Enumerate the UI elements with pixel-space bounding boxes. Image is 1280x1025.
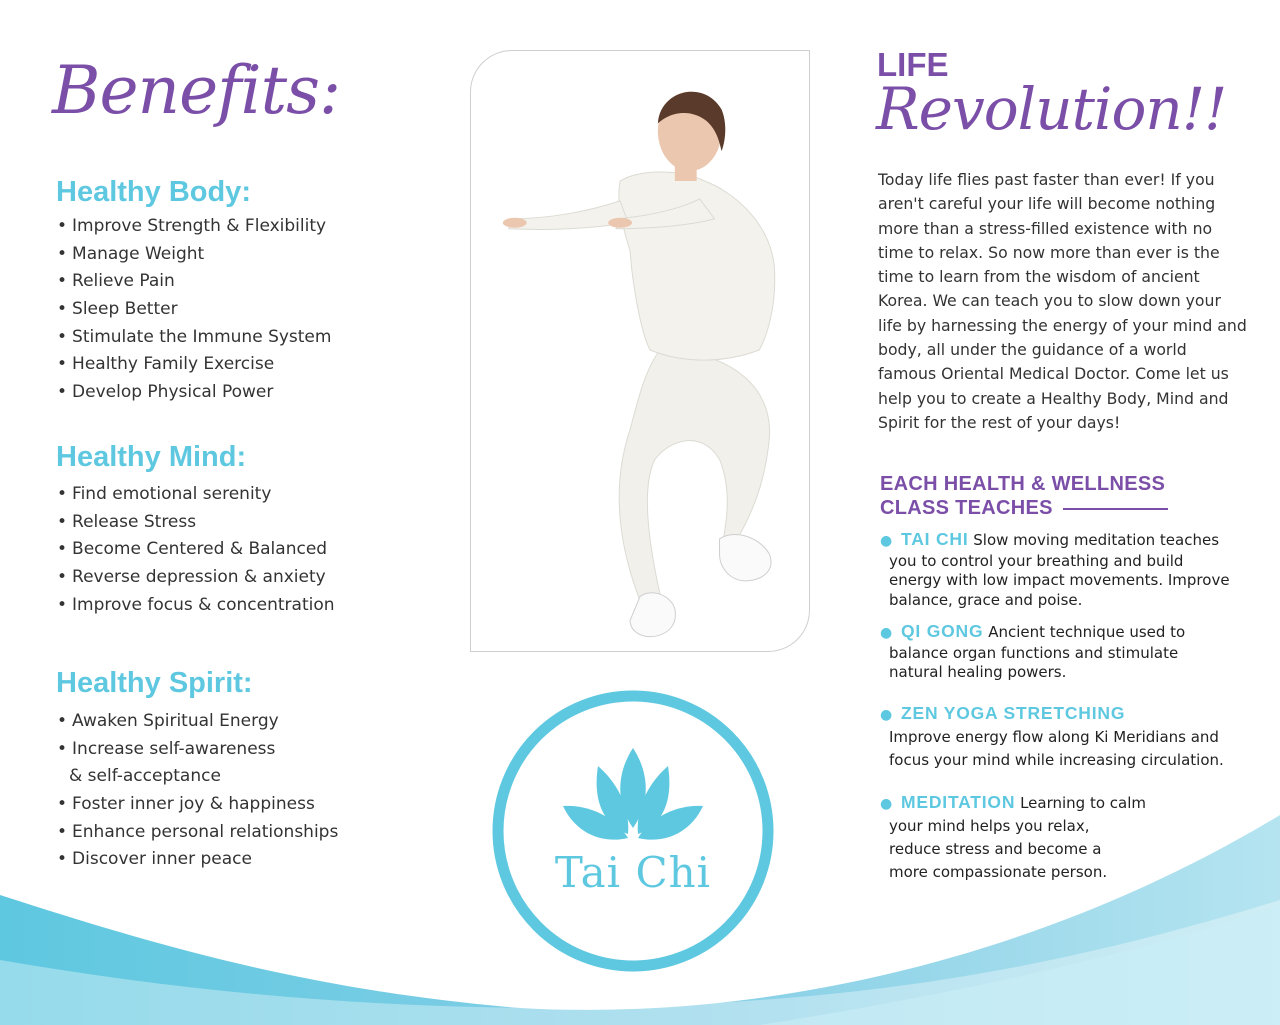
healthy-body-list	[57, 213, 331, 407]
list-item: • Improve focus & concentration	[57, 592, 335, 620]
list-item: • Improve Strength & Flexibility	[57, 213, 331, 241]
class-item-meditation	[880, 793, 1250, 884]
logo-text: Tai Chi	[554, 848, 712, 897]
list-item: • Manage Weight	[57, 241, 331, 269]
class-desc: Slow moving meditation teaches	[973, 531, 1220, 549]
class-desc: Learning to calm	[1020, 794, 1147, 812]
list-item: & self-acceptance	[69, 766, 221, 787]
revolution-title: Revolution!!	[876, 75, 1227, 143]
healthy-mind-heading: Healthy Mind:	[56, 441, 247, 473]
bullet-icon: ●	[880, 796, 893, 812]
class-heading	[880, 472, 1168, 520]
class-desc: you to control your breathing and build	[889, 551, 1184, 570]
life-title: LIFE	[877, 46, 949, 83]
person-illustration	[471, 51, 809, 651]
list-item: • Awaken Spiritual Energy	[57, 708, 338, 736]
class-name: TAI CHI	[901, 529, 969, 549]
list-item: • Find emotional serenity	[57, 481, 335, 509]
list-item: • Sleep Better	[57, 296, 331, 324]
class-item-qi-gong	[880, 622, 1250, 683]
list-item: • Release Stress	[57, 509, 335, 537]
class-desc: your mind helps you relax,	[889, 816, 1090, 835]
benefits-title: Benefits:	[52, 52, 341, 129]
class-heading-line2: CLASS TEACHES	[880, 497, 1053, 519]
healthy-spirit-list	[57, 708, 338, 874]
healthy-spirit-heading: Healthy Spirit:	[56, 667, 253, 699]
class-item-zen-yoga	[880, 704, 1250, 772]
list-item: • Discover inner peace	[57, 846, 338, 874]
list-item: • Develop Physical Power	[57, 379, 331, 407]
class-heading-line1: EACH HEALTH & WELLNESS	[880, 473, 1166, 495]
woman-tai-chi-pose-photo	[470, 50, 810, 652]
class-desc: Improve energy flow along Ki Meridians and	[889, 727, 1219, 746]
list-item: • Foster inner joy & happiness	[57, 791, 338, 819]
class-desc: more compassionate person.	[889, 862, 1108, 881]
class-desc: balance, grace and poise.	[889, 591, 1083, 610]
class-desc: reduce stress and become a	[889, 839, 1102, 858]
list-item: • Become Centered & Balanced	[57, 536, 335, 564]
class-desc: balance organ functions and stimulate	[889, 643, 1179, 662]
class-desc: focus your mind while increasing circulation.	[889, 750, 1224, 769]
list-item: • Enhance personal relationships	[57, 819, 338, 847]
list-item: • Increase self-awareness	[57, 736, 338, 764]
class-desc: Ancient technique used to	[988, 623, 1186, 641]
list-item: • Healthy Family Exercise	[57, 351, 331, 379]
list-item: • Reverse depression & anxiety	[57, 564, 335, 592]
bullet-icon: ●	[880, 533, 893, 549]
class-name: MEDITATION	[901, 792, 1016, 812]
class-desc: natural healing powers.	[889, 663, 1067, 682]
healthy-mind-list	[57, 481, 335, 619]
heading-rule	[1063, 508, 1168, 510]
list-item: • Stimulate the Immune System	[57, 324, 331, 352]
lotus-logo	[488, 686, 778, 976]
class-name: QI GONG	[901, 621, 984, 641]
list-item: • Relieve Pain	[57, 268, 331, 296]
class-item-tai-chi	[880, 530, 1250, 611]
class-desc: energy with low impact movements. Improve	[889, 571, 1230, 590]
intro-paragraph: Today life flies past faster than ever! If you aren't careful your life will become nothing more than a stress-filled existence with no time to relax. So now more than ever is the time to learn from the wisdom of ancient Korea. We can teach you to slow down your life by harnessing the energy of your mind and body, all under the guidance of a world famous Oriental Medical Doctor. Come let us help you to create a Healthy Body, Mind and Spirit for the rest of your days!	[878, 170, 1247, 432]
healthy-body-heading: Healthy Body:	[56, 176, 251, 208]
bullet-icon: ●	[880, 707, 893, 723]
class-name: ZEN YOGA STRETCHING	[901, 703, 1126, 723]
bullet-icon: ●	[880, 625, 893, 641]
